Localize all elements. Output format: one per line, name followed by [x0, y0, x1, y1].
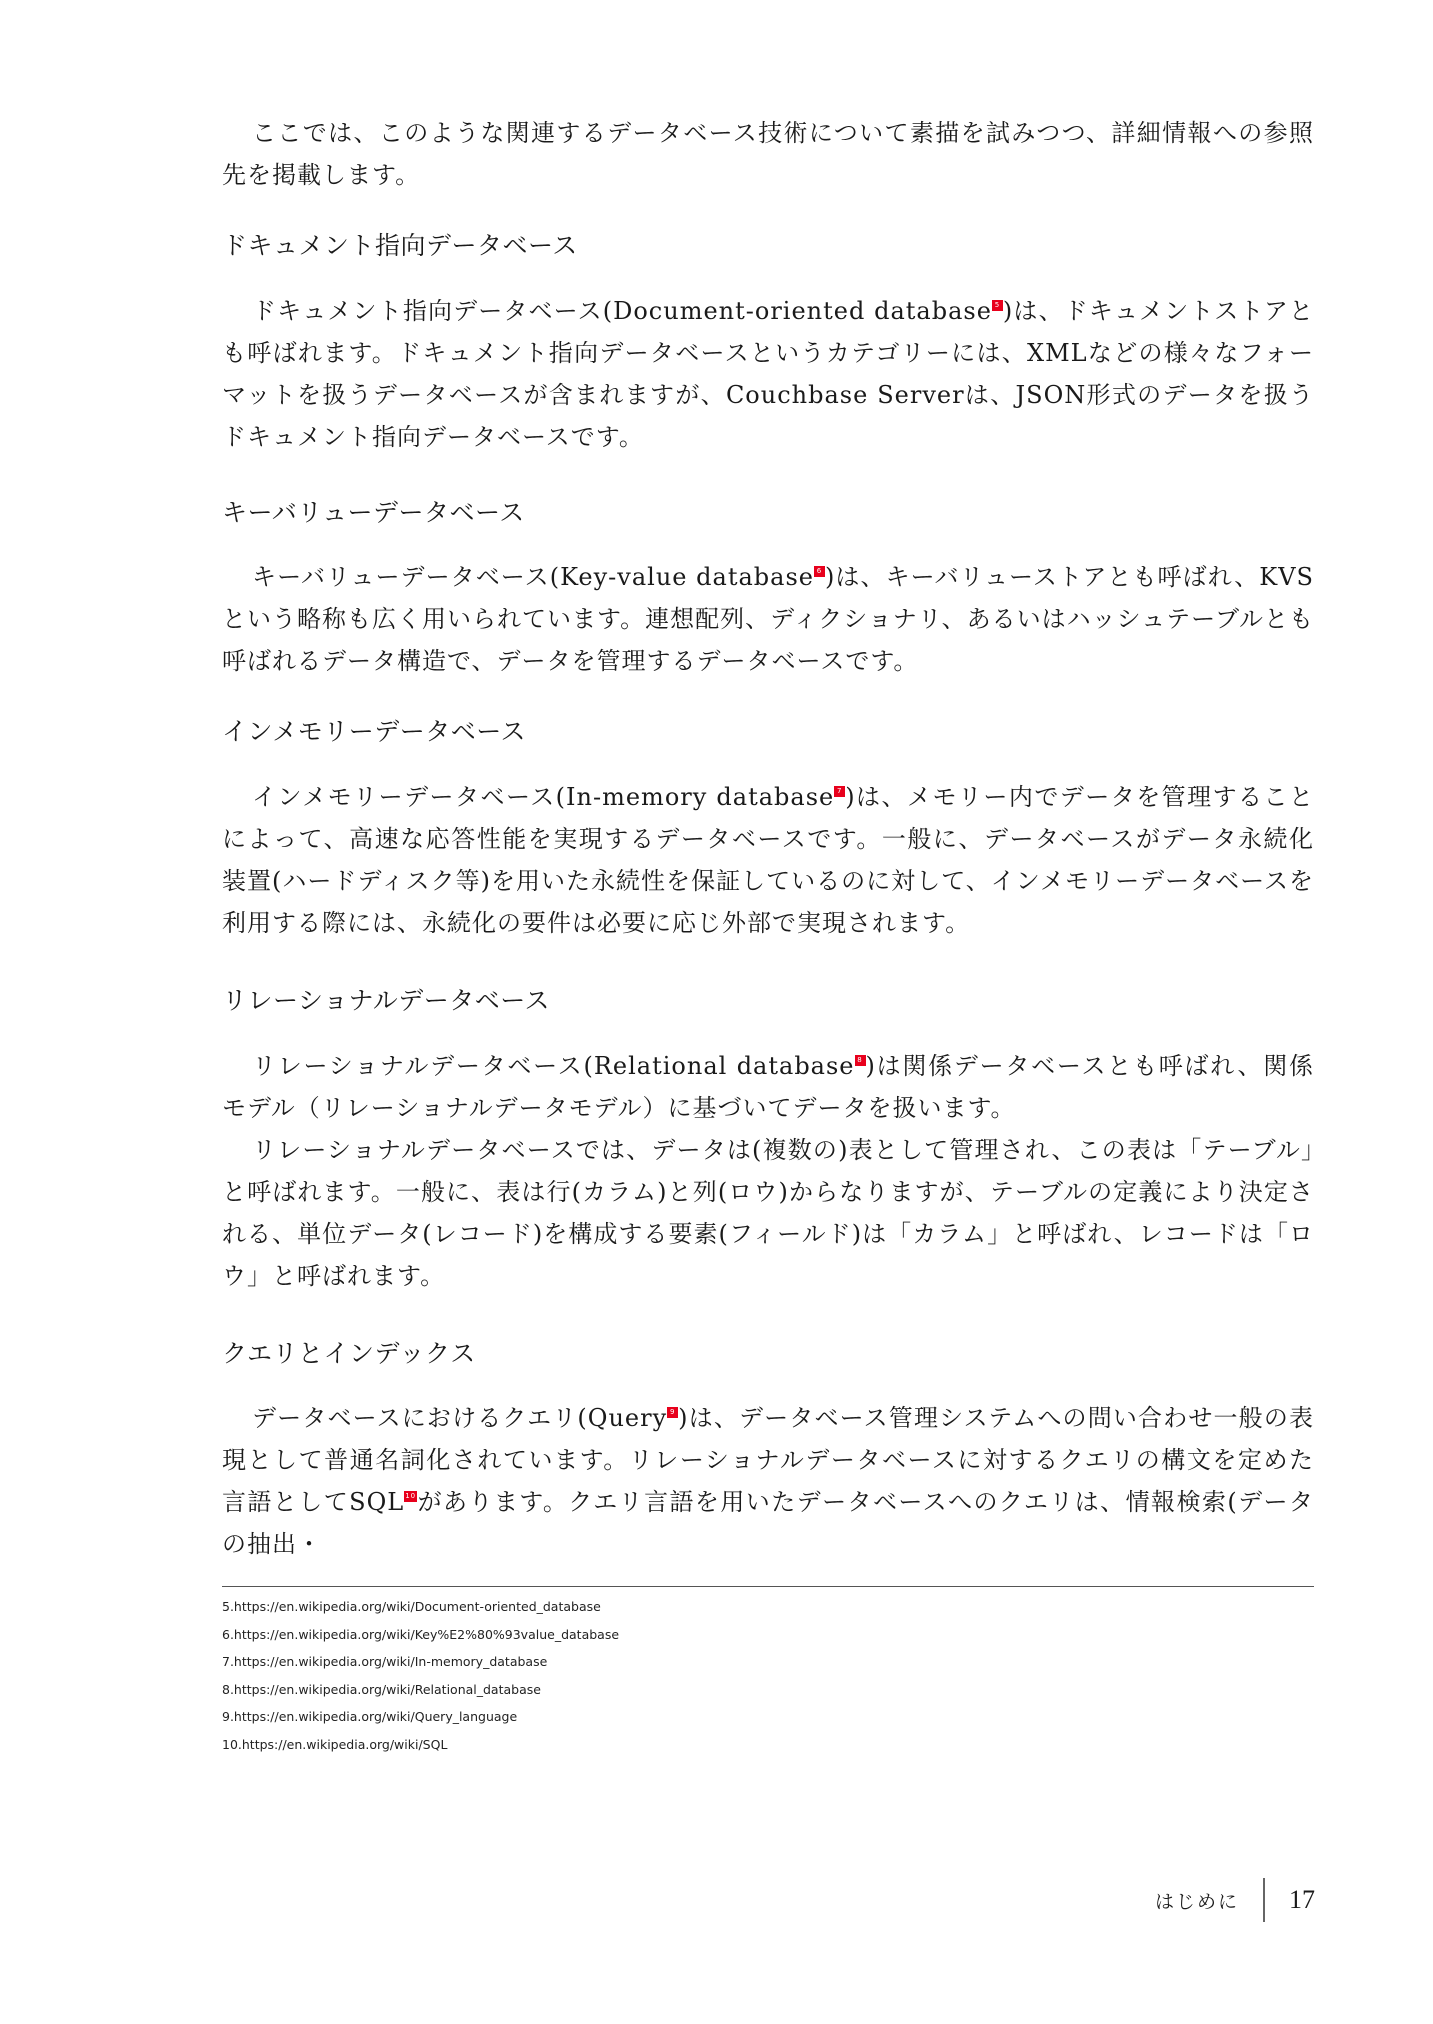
footnote-marker-8[interactable]: 8 — [855, 1055, 866, 1066]
footnote-marker-10[interactable]: 10 — [405, 1492, 417, 1500]
heading-document-db: ドキュメント指向データベース — [222, 231, 578, 260]
paragraph-relational-db-1 — [222, 1045, 1314, 1129]
footnote-marker-5[interactable]: 5 — [992, 300, 1003, 311]
section-name: はじめに — [1154, 1890, 1239, 1913]
text: )は関係データベースとも呼ばれ、関係モデル（リレーショナルデータモデル）に基づいてデータを扱います。 — [222, 1052, 1314, 1122]
text: )は、キーバリューストアとも呼ばれ、KVSという略称も広く用いられています。連想配列、ディクショナリ、あるいはハッシュテーブルとも呼ばれるデータ構造で、データを管理するデータベースです。 — [222, 563, 1314, 675]
heading-in-memory-db: インメモリーデータベース — [222, 717, 527, 746]
paragraph-relational-db-2: リレーショナルデータベースでは、データは(複数の)表として管理され、この表は「テーブル」と呼ばれます。一般に、表は行(カラム)と列(ロウ)からなりますが、テーブルの定義により決定される、単位データ(レコード)を構成する要素(フィールド)は「カラム」と呼ばれ、レコードは「ロウ」と呼ばれます。 — [222, 1136, 1314, 1290]
intro-paragraph: ここでは、このような関連するデータベース技術について素描を試みつつ、詳細情報への参照先を掲載します。 — [222, 119, 1314, 189]
heading-key-value-db: キーバリューデータベース — [222, 498, 525, 527]
text: データベースにおけるクエリ(Query — [252, 1404, 668, 1432]
text: インメモリーデータベース(In-memory database — [252, 783, 835, 811]
footnote-marker-6[interactable]: 6 — [814, 566, 825, 577]
footnote-7[interactable]: 7.https://en.wikipedia.org/wiki/In-memory_database — [222, 1654, 548, 1669]
footnotes-list — [222, 1593, 619, 1758]
text: ドキュメント指向データベース(Document-oriented database — [252, 297, 992, 325]
footer-divider — [1263, 1878, 1265, 1922]
text: リレーショナルデータベース(Relational database — [252, 1052, 855, 1080]
text: があります。クエリ言語を用いたデータベースへのクエリは、情報検索(データの抽出・ — [222, 1488, 1314, 1558]
heading-relational-db: リレーショナルデータベース — [222, 986, 551, 1015]
footnote-marker-9[interactable]: 9 — [667, 1407, 678, 1418]
text: キーバリューデータベース(Key-value database — [252, 563, 814, 591]
footnote-marker-7[interactable]: 7 — [834, 786, 845, 797]
footnote-8[interactable]: 8.https://en.wikipedia.org/wiki/Relational_database — [222, 1681, 541, 1697]
footnote-9[interactable]: 9.https://en.wikipedia.org/wiki/Query_language — [222, 1709, 518, 1724]
page-footer — [1155, 1878, 1315, 1922]
footnote-10[interactable]: 10.https://en.wikipedia.org/wiki/SQL — [222, 1736, 448, 1752]
paragraph-query — [222, 1397, 1314, 1565]
paragraph-in-memory-db — [222, 776, 1314, 944]
text: )は、ドキュメントストアとも呼ばれます。ドキュメント指向データベースというカテゴリーには、XMLなどの様々なフォーマットを扱うデータベースが含まれますが、Couchbase Serverは、JSON形式のデータを扱うドキュメント指向データベースです。 — [222, 297, 1314, 451]
page-number: 17 — [1289, 1885, 1315, 1914]
heading-query-index: クエリとインデックス — [222, 1339, 476, 1368]
text: )は、メモリー内でデータを管理することによって、高速な応答性能を実現するデータベースです。一般に、データベースがデータ永続化装置(ハードディスク等)を用いた永続性を保証しているのに対して、インメモリーデータベースを利用する際には、永続化の要件は必要に応じ外部で実現されます。 — [222, 783, 1314, 937]
paragraph-key-value-db — [222, 556, 1314, 682]
footnote-6[interactable]: 6.https://en.wikipedia.org/wiki/Key%E2%80%93value_database — [222, 1626, 620, 1642]
text: )は、データベース管理システムへの問い合わせ一般の表現として普通名詞化されています。リレーショナルデータベースに対するクエリの構文を定めた言語としてSQL — [222, 1404, 1314, 1516]
footnote-divider — [222, 1586, 1314, 1587]
paragraph-document-db — [222, 290, 1314, 458]
footnote-5[interactable]: 5.https://en.wikipedia.org/wiki/Document-oriented_database — [222, 1599, 601, 1614]
